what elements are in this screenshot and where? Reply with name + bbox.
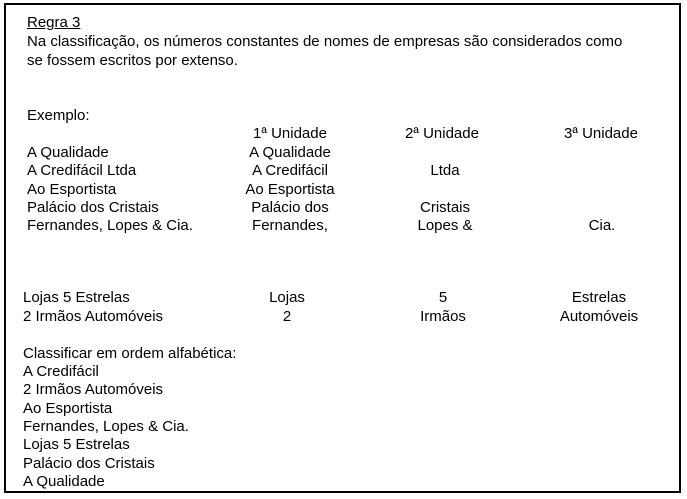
example-row-name: Lojas 5 Estrelas: [23, 289, 130, 306]
example-row-unit-1: Palácio dos: [251, 199, 329, 216]
example-row-unit-2: Lopes &: [417, 217, 473, 234]
rule-text-line-2: se fossem escritos por extenso.: [27, 52, 238, 69]
example-row-unit-2: Irmãos: [420, 308, 466, 325]
example-row-name: Fernandes, Lopes & Cia.: [27, 217, 193, 234]
column-header-unit-3: 3ª Unidade: [564, 125, 638, 142]
rule-title: Regra 3: [27, 14, 81, 31]
column-header-unit-2: 2ª Unidade: [405, 125, 479, 142]
example-row-name: A Credifácil Ltda: [27, 162, 137, 179]
sorted-list-item: Ao Esportista: [23, 400, 113, 417]
example-row-name: Ao Esportista: [27, 181, 117, 198]
document-frame: [4, 3, 681, 493]
example-row-unit-3: Automóveis: [559, 308, 639, 325]
example-row-unit-1: A Credifácil: [252, 162, 328, 179]
sorted-list-item: Lojas 5 Estrelas: [23, 436, 130, 453]
example-label: Exemplo:: [27, 107, 90, 124]
sorted-list-item: A Qualidade: [23, 473, 105, 490]
example-row-unit-1: Ao Esportista: [245, 181, 335, 198]
example-row-name: A Qualidade: [27, 144, 109, 161]
example-row-unit-1: Lojas: [269, 289, 305, 306]
sorted-list-item: Fernandes, Lopes & Cia.: [23, 418, 189, 435]
example-row-unit-2: Cristais: [419, 199, 471, 216]
example-row-unit-1: A Qualidade: [249, 144, 331, 161]
column-header-unit-1: 1ª Unidade: [253, 125, 327, 142]
sorted-list-item: A Credifácil: [23, 363, 99, 380]
sorted-list-label: Classificar em ordem alfabética:: [23, 345, 237, 362]
rule-text-line-1: Na classificação, os números constantes de nomes de empresas são considerados como: [27, 33, 623, 50]
example-row-unit-1: 2: [282, 308, 292, 325]
example-row-unit-2: 5: [438, 289, 448, 306]
sorted-list-item: Palácio dos Cristais: [23, 455, 155, 472]
example-row-unit-1: Fernandes,: [252, 217, 328, 234]
example-row-unit-3: Cia.: [588, 217, 616, 234]
sorted-list-item: 2 Irmãos Automóveis: [23, 381, 164, 398]
example-row-name: 2 Irmãos Automóveis: [23, 308, 164, 325]
example-row-name: Palácio dos Cristais: [27, 199, 159, 216]
example-row-unit-3: Estrelas: [571, 289, 627, 306]
example-row-unit-2: Ltda: [430, 162, 460, 179]
